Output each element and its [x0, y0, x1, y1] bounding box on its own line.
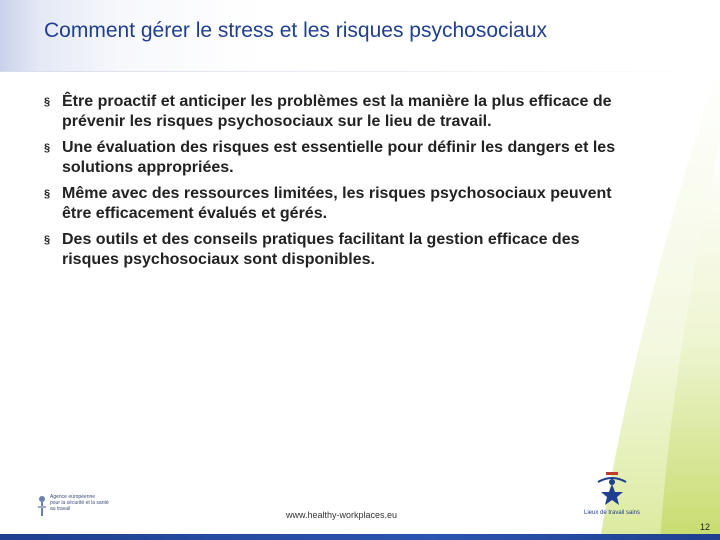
bullet-list	[44, 92, 624, 276]
bullet-text: Être proactif et anticiper les problèmes est la manière la plus efficace de prévenir les risques psychosociaux sur le lieu de travail.	[62, 93, 612, 130]
bullet-item	[44, 184, 624, 224]
footer-bar	[0, 534, 720, 540]
agency-line: pour la sécurité et la santé	[50, 500, 109, 506]
slide-title: Comment gérer le stress et les risques psychosociaux	[44, 19, 548, 42]
agency-logo	[36, 494, 116, 520]
bullet-item	[44, 230, 624, 270]
bullet-marker: §	[44, 188, 51, 200]
bullet-marker: §	[44, 142, 51, 154]
agency-line: Agence européenne	[50, 494, 96, 500]
agency-name	[50, 494, 109, 512]
campaign-label: Lieux de travail sains	[583, 510, 641, 516]
bullet-marker: §	[44, 234, 51, 246]
agency-line: au travail	[50, 506, 71, 512]
bullet-marker: §	[44, 96, 51, 108]
page-number: 12	[699, 522, 710, 532]
campaign-star-icon	[582, 470, 642, 510]
campaign-logo	[582, 470, 642, 520]
bullet-text: Des outils et des conseils pratiques facilitant la gestion efficace des risques psychosociaux sont disponibles.	[62, 231, 580, 268]
bullet-text: Même avec des ressources limitées, les risques psychosociaux peuvent être efficacement évalués et gérés.	[62, 185, 612, 222]
website-link[interactable]: www.healthy-workplaces.eu	[286, 510, 398, 520]
bullet-text: Une évaluation des risques est essentielle pour définir les dangers et les solutions appropriées.	[62, 139, 616, 176]
bullet-item	[44, 138, 624, 178]
bullet-item	[44, 92, 624, 132]
agency-emblem-icon	[36, 494, 48, 518]
